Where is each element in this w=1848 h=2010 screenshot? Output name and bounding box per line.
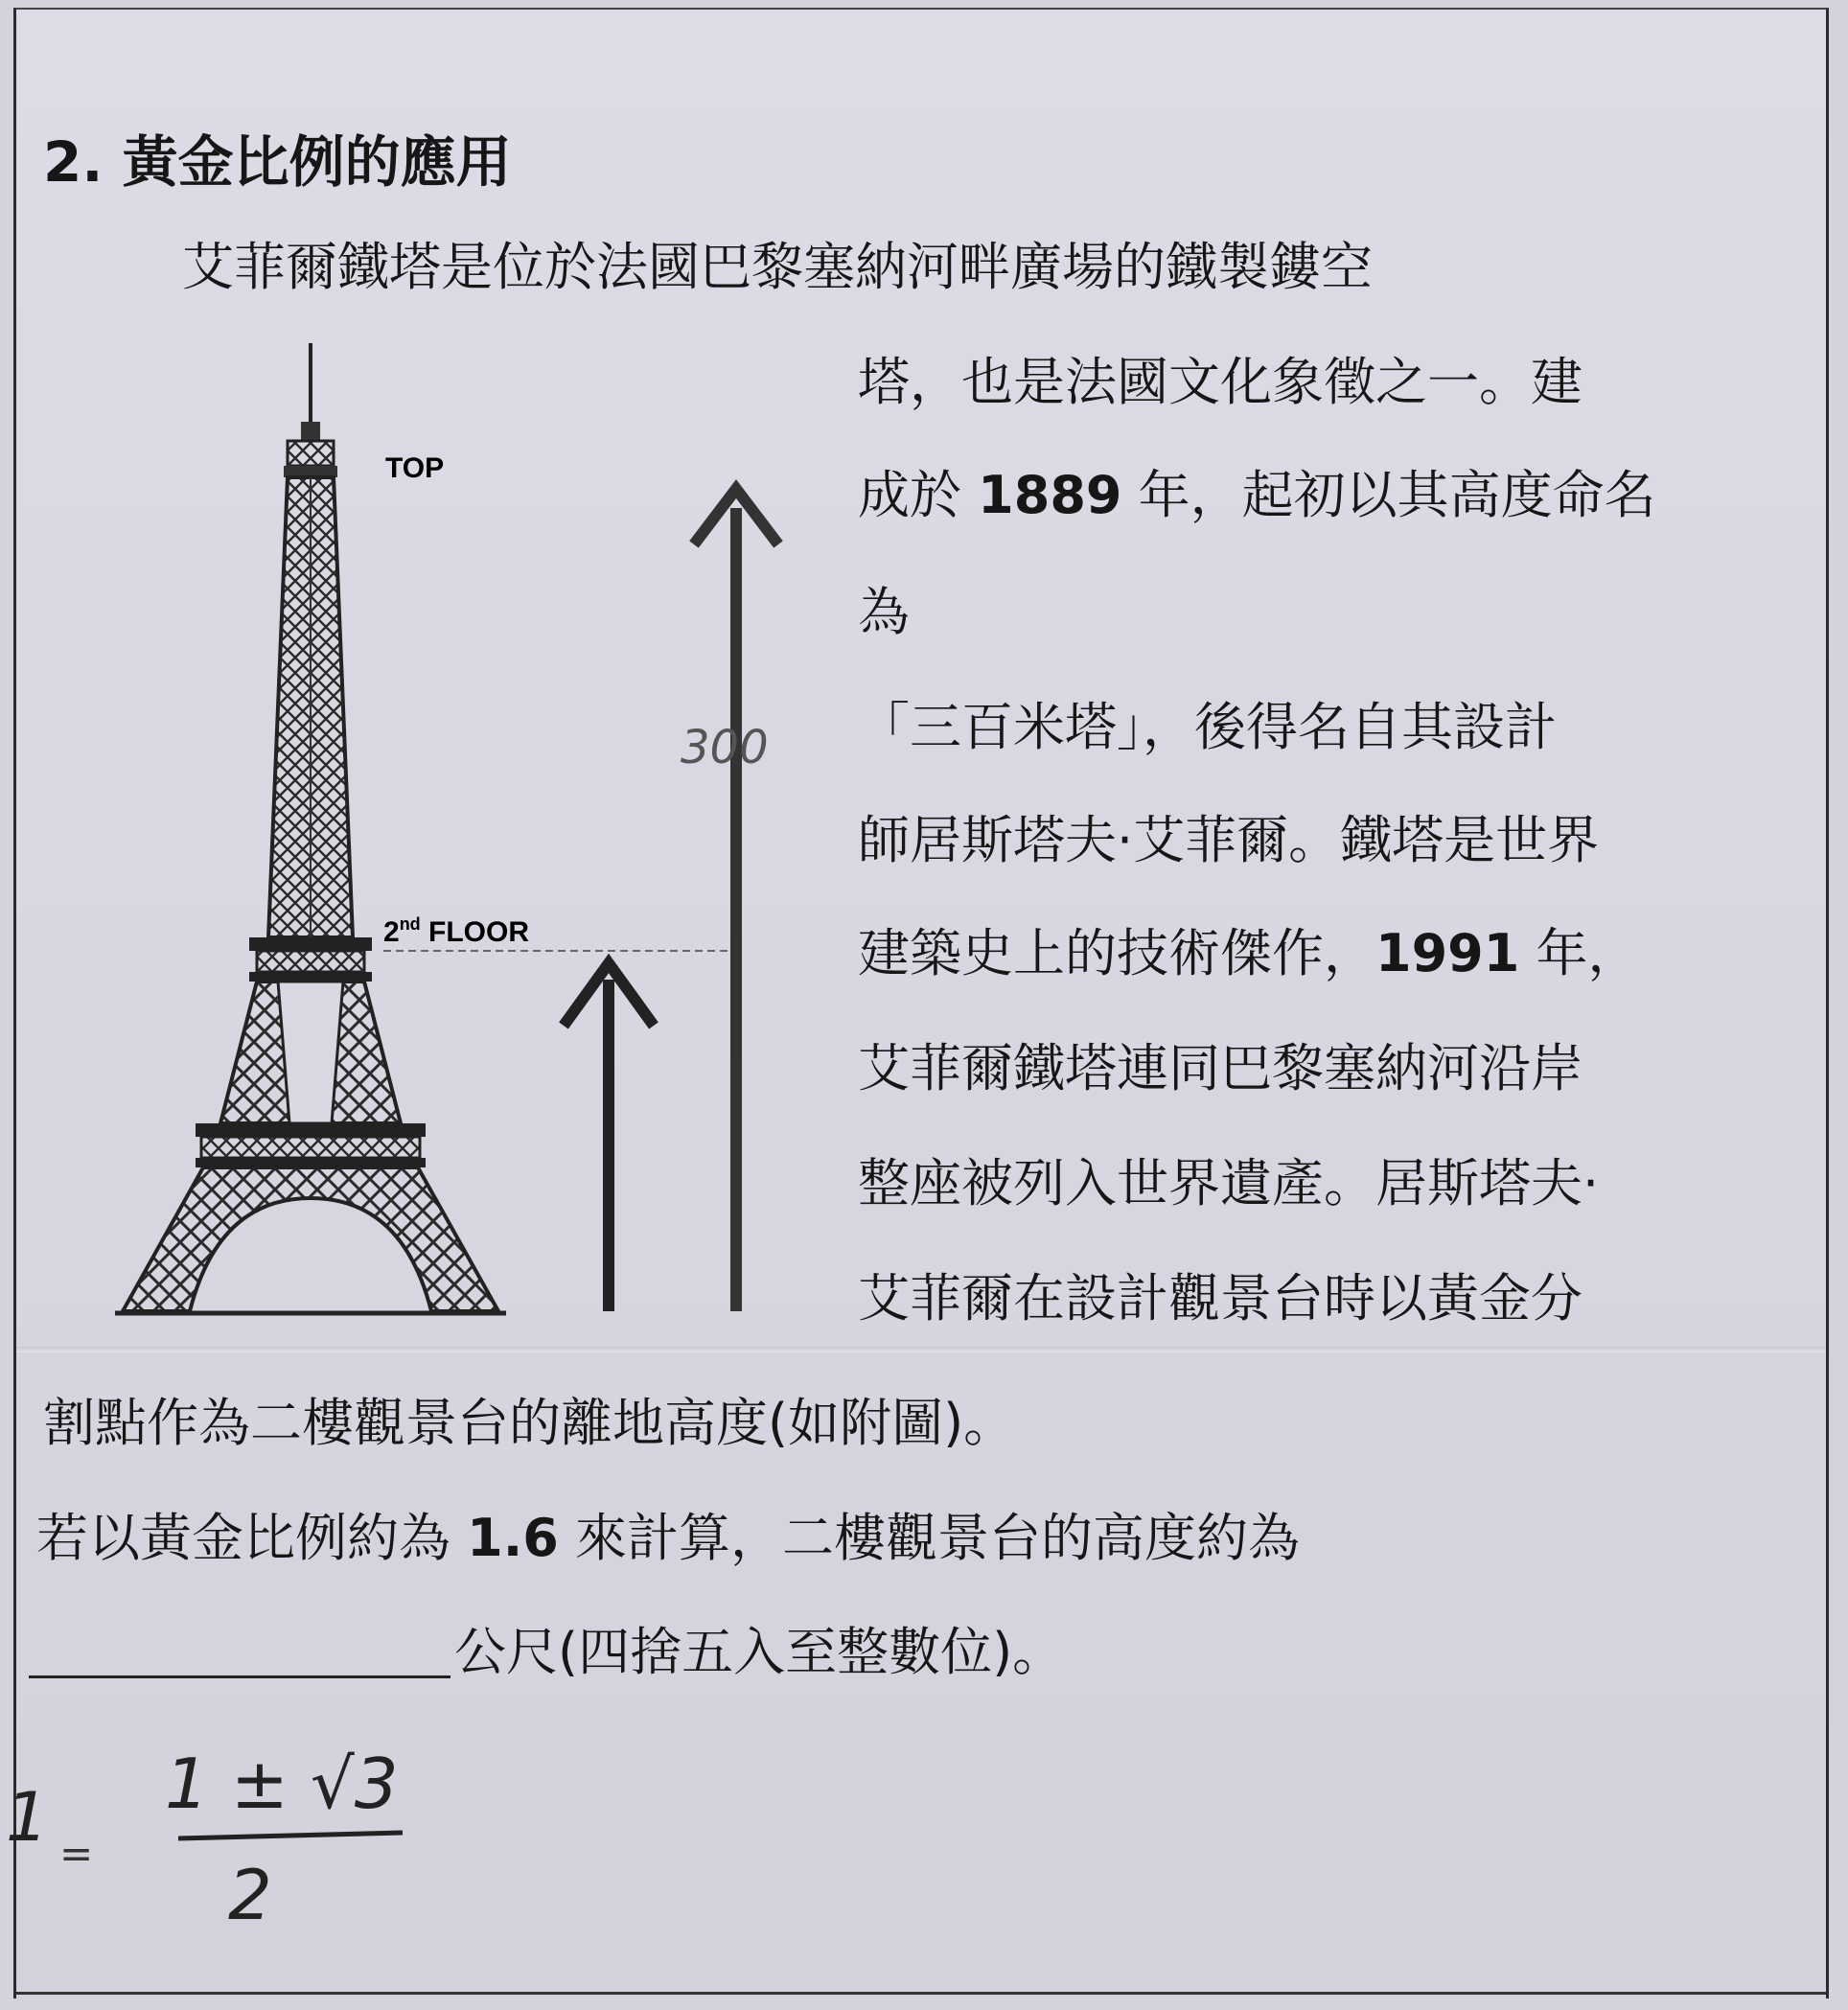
top-label: TOP — [385, 452, 445, 484]
eiffel-tower-drawing — [115, 343, 506, 1313]
golden-ratio-value: 1.6 — [467, 1508, 559, 1568]
paragraph-line-8: 艾菲爾鐵塔連同巴黎塞納河沿岸 — [858, 1038, 1582, 1098]
section-title: 2. 黃金比例的應用 — [43, 129, 512, 195]
paragraph-line-4: 為 — [858, 582, 910, 642]
question-line-2: 公尺(四捨五入至整數位)。 — [29, 1626, 1064, 1678]
paragraph-line-10: 艾菲爾在設計觀景台時以黃金分 — [858, 1268, 1582, 1328]
handwritten-equals: = — [59, 1830, 94, 1877]
handwritten-lhs: 1 — [6, 1778, 49, 1857]
paragraph-line-7: 建築史上的技術傑作，1991 年， — [858, 923, 1640, 983]
paragraph-line-9: 整座被列入世界遺產。居斯塔夫· — [858, 1153, 1600, 1213]
second-floor-label: 2nd FLOOR — [383, 914, 530, 948]
paragraph-line-1: 艾菲爾鐵塔是位於法國巴黎塞納河畔廣場的鐵製鏤空 — [182, 237, 1373, 297]
second-floor-height-arrow — [564, 963, 654, 1311]
question-line-1: 若以黃金比例約為 1.6 來計算，二樓觀景台的高度約為 — [36, 1508, 1301, 1568]
handwritten-denominator: 2 — [228, 1855, 272, 1935]
eiffel-tower-figure — [96, 335, 824, 1323]
year-1889: 1889 — [978, 465, 1122, 525]
paragraph-line-2: 塔，也是法國文化象徵之一。建 — [858, 352, 1582, 412]
year-1991: 1991 — [1375, 923, 1520, 983]
total-height-arrow — [694, 489, 778, 1311]
paragraph-line-11: 割點作為二樓觀景台的離地高度(如附圖)。 — [43, 1393, 1016, 1453]
answer-blank[interactable] — [29, 1626, 450, 1678]
handwritten-work — [0, 1697, 498, 2003]
handwritten-numerator: 1 ± √3 — [165, 1744, 399, 1824]
paper-fold — [16, 1347, 1826, 1352]
paragraph-line-3: 成於 1889 年，起初以其高度命名 — [858, 465, 1656, 525]
fraction-bar — [178, 1833, 403, 1838]
handwritten-300: 300 — [681, 721, 769, 774]
paragraph-line-6: 師居斯塔夫·艾菲爾。鐵塔是世界 — [858, 810, 1600, 870]
paragraph-line-5: 「三百米塔」，後得名自其設計 — [858, 697, 1557, 757]
